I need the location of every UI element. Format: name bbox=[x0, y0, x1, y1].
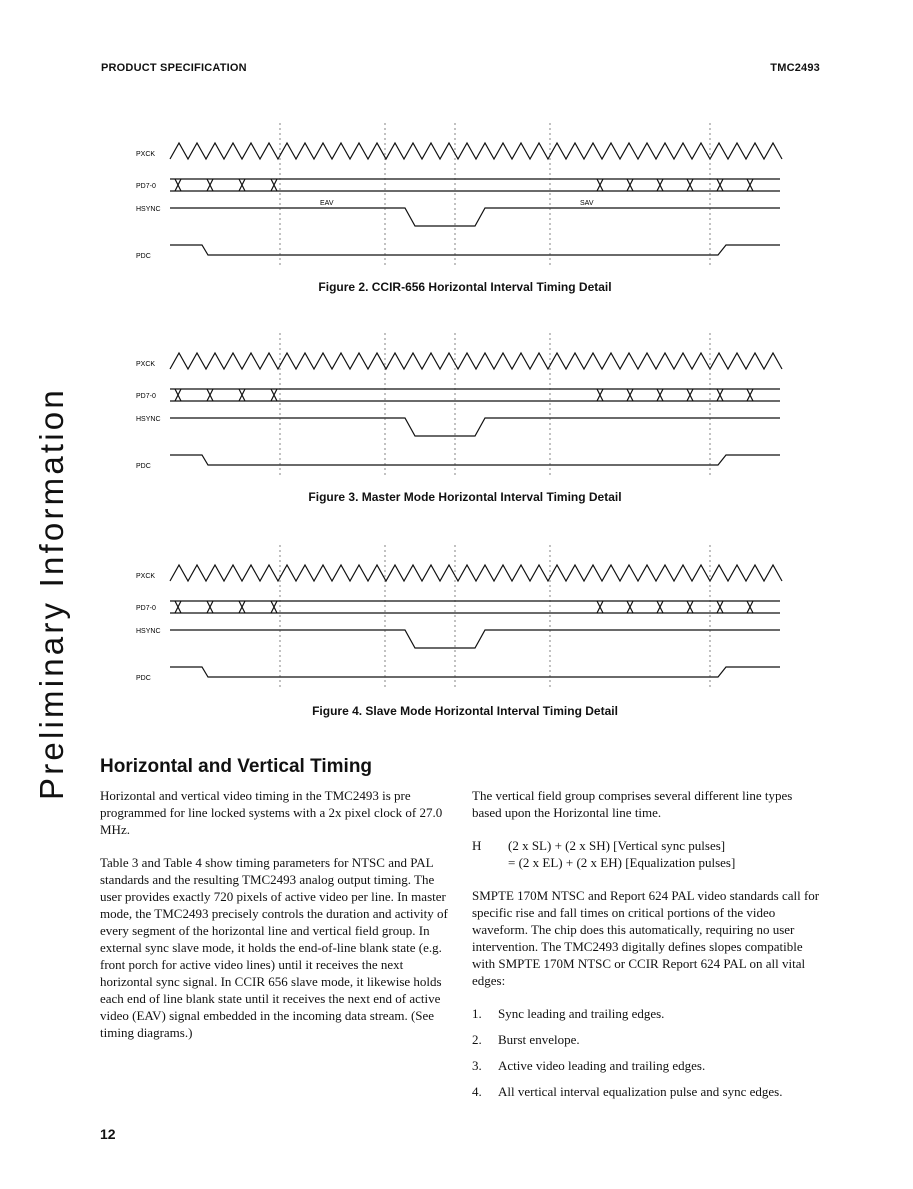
hsync-waveform bbox=[170, 418, 780, 436]
pdc-waveform bbox=[170, 245, 780, 255]
list-item: 4. All vertical interval equalization pulse and sync edges. bbox=[472, 1084, 783, 1099]
figure-2-caption: Figure 2. CCIR-656 Horizontal Interval Timing Detail bbox=[318, 280, 612, 294]
bus-transition bbox=[627, 179, 633, 191]
bus-transition bbox=[687, 179, 693, 191]
bus-transition bbox=[597, 601, 603, 613]
hsync-waveform bbox=[170, 630, 780, 648]
bus-transition bbox=[627, 389, 633, 401]
bus-transition bbox=[687, 389, 693, 401]
list-item: 2. Burst envelope. bbox=[472, 1032, 580, 1047]
bus-transition bbox=[747, 601, 753, 613]
clock-waveform bbox=[170, 565, 782, 581]
figure-2-diagram bbox=[130, 115, 790, 273]
page-number: 12 bbox=[100, 1126, 116, 1142]
paragraph: Horizontal and vertical video timing in the TMC2493 is pre programmed for line locked systems with a 2x pixel clock of 27.0 MHz. bbox=[100, 788, 443, 837]
signal-label: PD7-0 bbox=[136, 393, 156, 400]
figure-4-diagram bbox=[130, 537, 790, 695]
bus-transition bbox=[627, 601, 633, 613]
signal-label: PXCK bbox=[136, 361, 156, 368]
figure-3-diagram bbox=[130, 325, 790, 483]
list-item: 3. Active video leading and trailing edges. bbox=[472, 1058, 706, 1073]
bus-transition bbox=[597, 179, 603, 191]
header-left: PRODUCT SPECIFICATION bbox=[101, 62, 247, 74]
figure-4-caption: Figure 4. Slave Mode Horizontal Interval Timing Detail bbox=[312, 704, 618, 718]
bus-transition bbox=[207, 179, 213, 191]
left-column bbox=[100, 787, 450, 1057]
bus-transition bbox=[747, 179, 753, 191]
signal-label: HSYNC bbox=[136, 628, 161, 635]
bus-transition bbox=[597, 389, 603, 401]
pdc-waveform bbox=[170, 667, 780, 677]
header-right: TMC2493 bbox=[770, 62, 820, 74]
bus-transition bbox=[271, 179, 277, 191]
bus-transition bbox=[687, 601, 693, 613]
signal-label: HSYNC bbox=[136, 416, 161, 423]
hsync-waveform bbox=[170, 208, 780, 226]
bus-transition bbox=[271, 601, 277, 613]
bus-transition bbox=[717, 389, 723, 401]
bus-transition bbox=[271, 389, 277, 401]
bus-transition bbox=[747, 389, 753, 401]
list-item: 1. Sync leading and trailing edges. bbox=[472, 1006, 665, 1021]
paragraph: SMPTE 170M NTSC and Report 624 PAL video standards call for specific rise and fall times on critical portions of the video waveform. The chip does this automatically, requiring no user intervention. The TMC2493 digitally defines slopes compatible with SMPTE 170M NTSC or CCIR Report 624 PAL on all vital edges: bbox=[472, 888, 820, 988]
clock-waveform bbox=[170, 143, 782, 159]
bus-transition bbox=[239, 601, 245, 613]
side-vertical-text: Preliminary Information bbox=[33, 387, 70, 800]
section-title: Horizontal and Vertical Timing bbox=[100, 756, 373, 777]
equation-line-1: (2 x SL) + (2 x SH) [Vertical sync pulses] bbox=[508, 838, 726, 853]
bus-transition bbox=[657, 179, 663, 191]
signal-label: PXCK bbox=[136, 573, 156, 580]
eav-tag: EAV bbox=[320, 200, 334, 207]
equation bbox=[472, 837, 822, 871]
bus-transition bbox=[717, 601, 723, 613]
signal-label: PD7-0 bbox=[136, 183, 156, 190]
signal-label: PXCK bbox=[136, 151, 156, 158]
bus-transition bbox=[657, 601, 663, 613]
signal-label: HSYNC bbox=[136, 206, 161, 213]
right-column bbox=[472, 787, 822, 1109]
signal-label: PDC bbox=[136, 675, 151, 682]
paragraph: Table 3 and Table 4 show timing parameters for NTSC and PAL standards and the resulting TMC2493 analog output timing. The user provides exactly 720 pixels of active video per line. In master mode, the TMC2493 precisely controls the duration and activity of every segment of the horizontal line and vertical field group. In external sync slave mode, it holds the end-of-line blank state (e.g. front porch for active video lines) until it receives the next horizontal sync signal. In CCIR 656 slave mode, it likewise holds each end of line blank state until it receives the next end of active video (EAV) signal embedded in the incoming data stream. (See timing diagrams.) bbox=[100, 855, 448, 1040]
equation-line-2: = (2 x EL) + (2 x EH) [Equalization pulses] bbox=[508, 855, 736, 870]
bus-transition bbox=[717, 179, 723, 191]
equation-symbol: H bbox=[472, 838, 482, 853]
signal-label: PDC bbox=[136, 253, 151, 260]
bus-transition bbox=[239, 179, 245, 191]
bus-transition bbox=[239, 389, 245, 401]
bus-transition bbox=[657, 389, 663, 401]
signal-label: PDC bbox=[136, 463, 151, 470]
bus-transition bbox=[175, 601, 181, 613]
figure-3-caption: Figure 3. Master Mode Horizontal Interval Timing Detail bbox=[308, 490, 622, 504]
signal-label: PD7-0 bbox=[136, 605, 156, 612]
edge-list bbox=[472, 1005, 822, 1100]
sav-tag: SAV bbox=[580, 200, 594, 207]
bus-transition bbox=[175, 179, 181, 191]
bus-transition bbox=[207, 389, 213, 401]
pdc-waveform bbox=[170, 455, 780, 465]
bus-transition bbox=[207, 601, 213, 613]
clock-waveform bbox=[170, 353, 782, 369]
paragraph: The vertical field group comprises several different line types based upon the Horizontal line time. bbox=[472, 788, 793, 820]
bus-transition bbox=[175, 389, 181, 401]
